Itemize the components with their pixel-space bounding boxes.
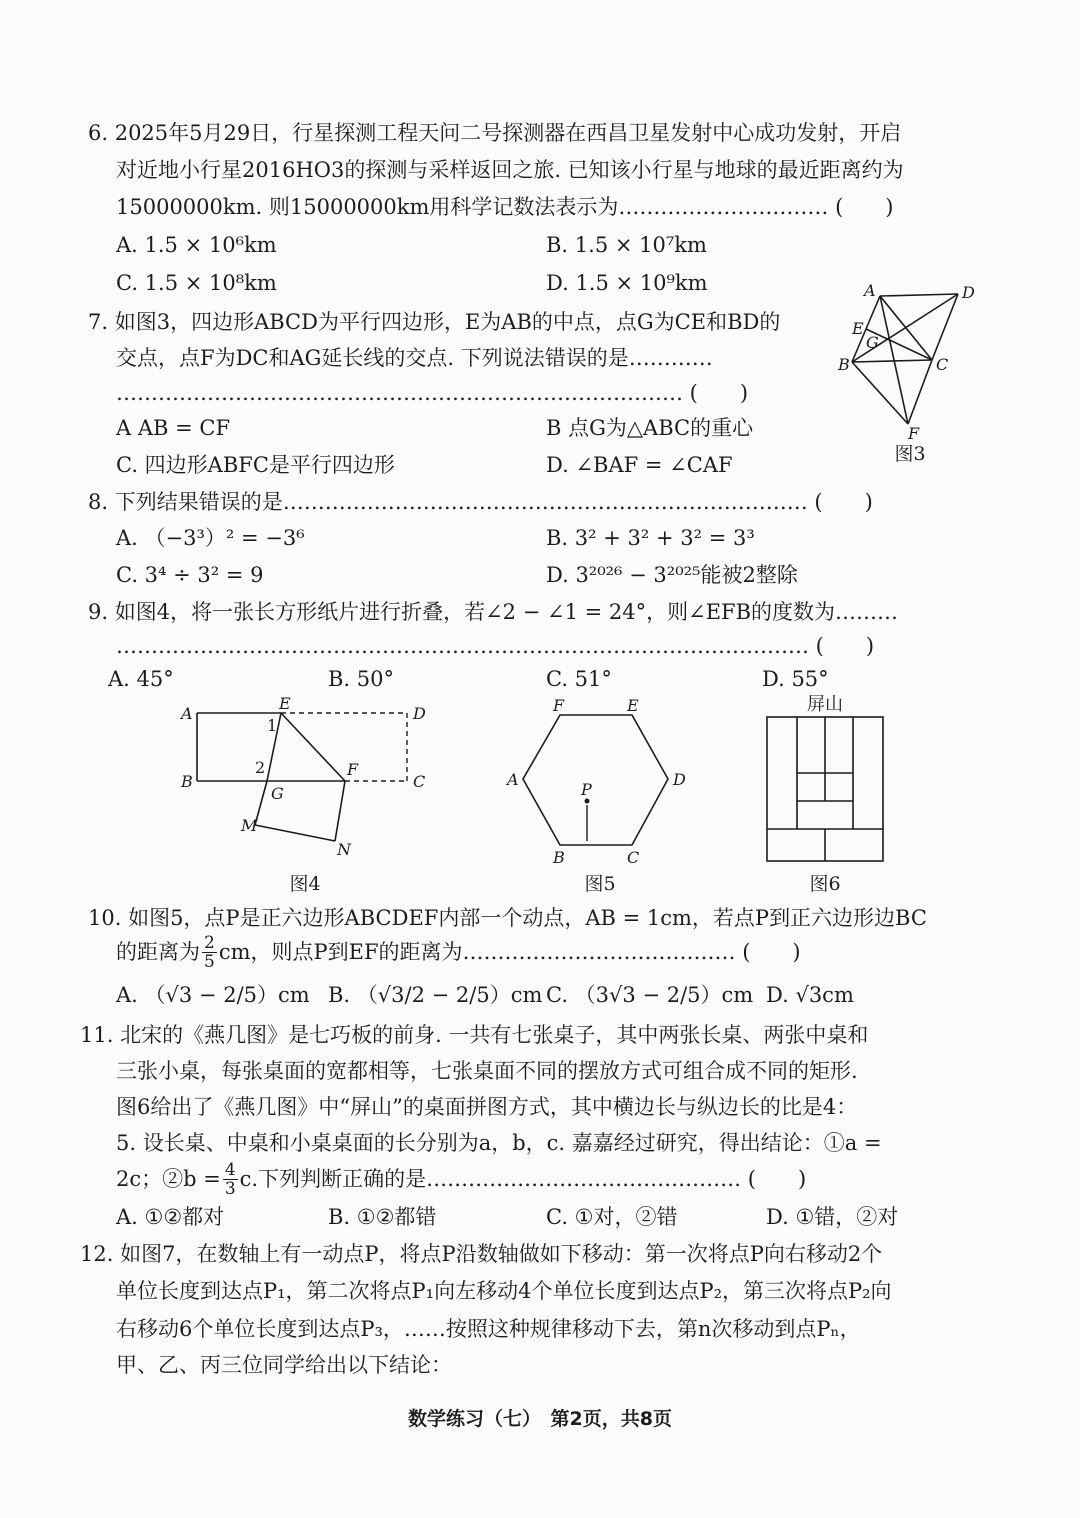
q8-option-d: D. 3²⁰²⁶ − 3²⁰²⁵能被2整除 bbox=[546, 563, 798, 587]
fig3-label-a: A bbox=[864, 281, 876, 300]
q8-option-b: B. 3² + 3² + 3² = 3³ bbox=[546, 526, 755, 550]
q11-line-3: 图6给出了《燕几图》中“屏山”的桌面拼图方式，其中横边长与纵边长的比是4： bbox=[116, 1095, 858, 1119]
q11-line-1: 11. 北宋的《燕几图》是七巧板的前身. 一共有七张桌子，其中两张长桌、两张中桌和 bbox=[80, 1023, 869, 1047]
fig3-label-d: D bbox=[962, 283, 975, 302]
fig3-edge-ad bbox=[880, 294, 958, 296]
q11-option-c: C. ①对，②错 bbox=[546, 1205, 678, 1229]
q11-line-5-start: 2c；②b = bbox=[116, 1167, 221, 1191]
q10-line-1: 10. 如图5，点P是正六边形ABCDEF内部一个动点，AB = 1cm，若点P到正六边形边BC bbox=[88, 906, 927, 930]
q12-line-1: 12. 如图7，在数轴上有一动点P，将点P沿数轴做如下移动：第一次将点P向右移动2个 bbox=[80, 1242, 883, 1266]
q9-line-1: 9. 如图4，将一张长方形纸片进行折叠，若∠2 − ∠1 = 24°，则∠EFB的度数为……… bbox=[88, 600, 899, 624]
q10-line-2-end: cm，则点P到EF的距离为………………………………… ( ) bbox=[218, 940, 801, 964]
q9-option-d: D. 55° bbox=[762, 667, 829, 691]
figure-5-drawing bbox=[505, 695, 705, 870]
q11-line-4: 5. 设长桌、中桌和小桌桌面的长分别为a，b，c. 嘉嘉经过研究，得出结论：①a = bbox=[116, 1131, 882, 1155]
q11-fraction-numerator: 4 bbox=[224, 1159, 236, 1180]
q11-fraction-denominator: 3 bbox=[224, 1178, 236, 1199]
q12-line-2: 单位长度到达点P₁，第二次将点P₁向左移动4个单位长度到达点P₂，第三次将点P₂向 bbox=[116, 1279, 892, 1303]
q6-option-c: C. 1.5 × 10⁸km bbox=[116, 271, 277, 295]
q11-option-b: B. ①②都错 bbox=[328, 1205, 437, 1229]
figure-6-drawing bbox=[755, 715, 895, 865]
figure-6 bbox=[755, 693, 895, 900]
q6-option-a: A. 1.5 × 10⁶km bbox=[116, 233, 277, 257]
q10-line-2 bbox=[116, 932, 801, 972]
q8-option-c: C. 3⁴ ÷ 3² = 9 bbox=[116, 563, 264, 587]
q7-line-1: 7. 如图3，四边形ABCD为平行四边形，E为AB的中点，点G为CE和BD的 bbox=[88, 310, 781, 334]
q6-line-3: 15000000km. 则15000000km用科学记数法表示为………………………… ( ) bbox=[116, 195, 894, 219]
fig5-label-f: F bbox=[553, 696, 565, 715]
fig3-seg-bf bbox=[852, 362, 908, 424]
q12-line-3: 右移动6个单位长度到达点P₃，……按照这种规律移动下去，第n次移动到点Pₙ， bbox=[116, 1317, 861, 1341]
fig3-edge-dc bbox=[932, 294, 958, 360]
fig4-label-a: A bbox=[181, 704, 193, 723]
q10-option-d: D. √3cm bbox=[766, 983, 854, 1007]
fig4-label-c: C bbox=[413, 772, 426, 791]
fig3-seg-cf bbox=[908, 360, 932, 424]
q10-fraction-numerator: 2 bbox=[204, 932, 215, 953]
q6-line-2: 对近地小行星2016HO3的探测与采样返回之旅. 已知该小行星与地球的最近距离约为 bbox=[116, 158, 904, 182]
figure-5 bbox=[505, 695, 705, 900]
q7-option-a: A AB = CF bbox=[116, 416, 231, 440]
fig5-label-d: D bbox=[673, 770, 686, 789]
fig3-label-g: G bbox=[866, 333, 879, 352]
fig5-label-b: B bbox=[553, 848, 565, 867]
q6-option-d: D. 1.5 × 10⁹km bbox=[546, 271, 708, 295]
figure-4 bbox=[175, 695, 445, 900]
q10-option-b: B. （√3/2 − 2/5）cm bbox=[328, 983, 543, 1007]
fig4-fold-nf bbox=[335, 781, 345, 841]
fig3-label-c: C bbox=[936, 355, 949, 374]
q9-option-a: A. 45° bbox=[108, 667, 174, 691]
q9-option-c: C. 51° bbox=[546, 667, 612, 691]
fig3-label-b: B bbox=[838, 355, 850, 374]
fig4-fold-mn bbox=[255, 825, 335, 841]
q11-fraction bbox=[223, 1161, 238, 1198]
q7-line-2: 交点，点F为DC和AG延长线的交点. 下列说法错误的是………… bbox=[116, 346, 713, 370]
q8-option-a: A. （−3³）² = −3⁶ bbox=[116, 526, 305, 550]
fig4-label-e: E bbox=[279, 694, 291, 713]
q12-line-4: 甲、乙、丙三位同学给出以下结论： bbox=[116, 1353, 452, 1377]
q11-line-5-end: c.下列判断正确的是……………………………………… ( ) bbox=[239, 1167, 807, 1191]
fig3-edge-bc bbox=[852, 360, 932, 362]
figure-6-caption: 图6 bbox=[809, 873, 841, 895]
fig4-label-2: 2 bbox=[255, 758, 266, 777]
fig3-label-e: E bbox=[852, 319, 864, 338]
q11-line-2: 三张小桌，每张桌面的宽都相等，七张桌面不同的摆放方式可组合成不同的矩形. bbox=[116, 1059, 858, 1083]
fig4-crease-ef bbox=[281, 713, 345, 781]
figure-5-caption: 图5 bbox=[584, 873, 616, 895]
figure-3-drawing bbox=[830, 282, 990, 442]
q11-option-d: D. ①错，②对 bbox=[766, 1205, 899, 1229]
figure-6-title: 屏山 bbox=[807, 694, 843, 715]
q7-option-b: B 点G为△ABC的重心 bbox=[546, 416, 754, 440]
q9-line-2: ……………………………………………………………………………………… ( ) bbox=[116, 634, 875, 658]
q7-option-c: C. 四边形ABFC是平行四边形 bbox=[116, 453, 395, 477]
q11-line-5 bbox=[116, 1159, 806, 1199]
q8-line-1: 8. 下列结果错误的是………………………………………………………………… ( ) bbox=[88, 490, 873, 514]
figure-4-drawing bbox=[175, 695, 445, 870]
fig3-label-f: F bbox=[908, 424, 920, 443]
figure-3 bbox=[830, 281, 990, 465]
q7-line-3: ……………………………………………………………………… ( ) bbox=[116, 381, 749, 405]
q11-option-a: A. ①②都对 bbox=[116, 1205, 225, 1229]
fig4-label-d: D bbox=[413, 704, 426, 723]
fig5-label-a: A bbox=[507, 770, 519, 789]
figure-4-caption: 图4 bbox=[289, 873, 321, 895]
fig5-label-p: P bbox=[581, 780, 592, 799]
q10-option-a: A. （√3 − 2/5）cm bbox=[116, 983, 310, 1007]
q10-fraction bbox=[202, 934, 217, 971]
q10-line-2-start: 的距离为 bbox=[116, 940, 200, 964]
q9-option-b: B. 50° bbox=[328, 667, 395, 691]
q7-option-d: D. ∠BAF = ∠CAF bbox=[546, 453, 733, 477]
fig4-label-b: B bbox=[181, 772, 193, 791]
q10-fraction-denominator: 5 bbox=[204, 951, 215, 972]
fig5-label-e: E bbox=[627, 696, 639, 715]
fig4-label-g: G bbox=[271, 784, 284, 803]
q6-line-1: 6. 2025年5月29日，行星探测工程天问二号探测器在西昌卫星发射中心成功发射，开启 bbox=[88, 121, 902, 145]
fig4-label-f: F bbox=[347, 760, 359, 779]
q6-option-b: B. 1.5 × 10⁷km bbox=[546, 233, 707, 257]
fig5-hexagon bbox=[523, 715, 668, 845]
fig4-label-n: N bbox=[337, 840, 351, 859]
fig4-label-1: 1 bbox=[267, 716, 278, 735]
page-footer: 数学练习（七） 第2页，共8页 bbox=[408, 1408, 672, 1430]
figure-3-caption: 图3 bbox=[894, 443, 926, 465]
fig4-label-m: M bbox=[241, 816, 258, 835]
q10-option-c: C. （3√3 − 2/5）cm bbox=[546, 983, 754, 1007]
fig5-point-p bbox=[585, 799, 590, 804]
fig5-label-c: C bbox=[627, 848, 640, 867]
